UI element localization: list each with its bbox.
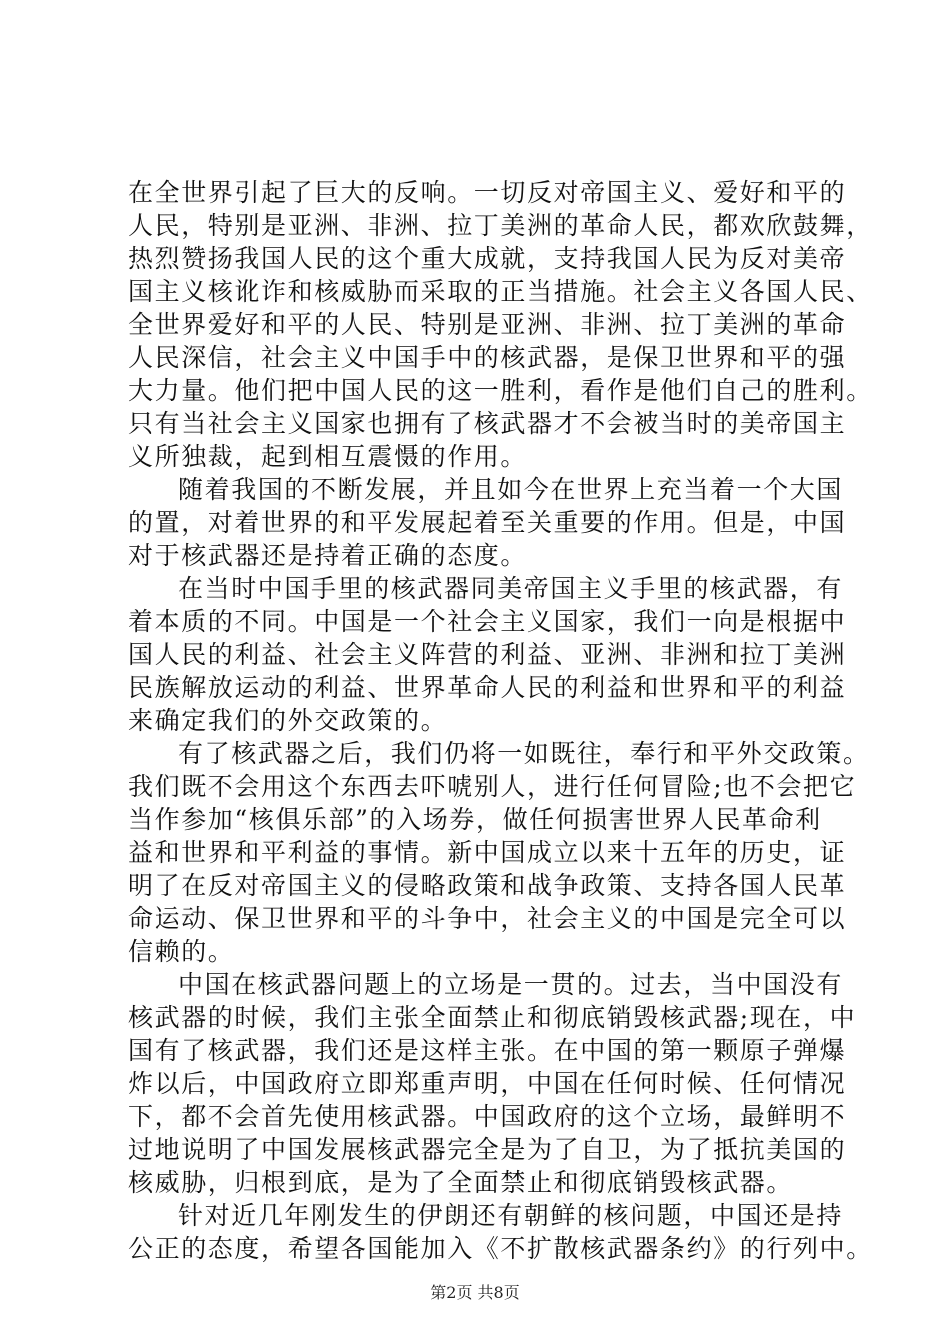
text-line: 核威胁，归根到底，是为了全面禁止和彻底销毁核武器。 [128,1168,794,1197]
document-body [128,176,873,1265]
paragraph-start-line: 随着我国的不断发展，并且如今在世界上充当着一个大国 [178,475,844,504]
text-line: 明了在反对帝国主义的侵略政策和战争政策、支持各国人民革 [128,871,847,900]
paragraph-start-line: 有了核武器之后，我们仍将一如既往，奉行和平外交政策。 [178,739,870,768]
text-line: 国有了核武器，我们还是这样主张。在中国的第一颗原子弹爆 [128,1036,847,1065]
text-line: 当作参加“核俱乐部”的入场券，做任何损害世界人民革命利 [128,805,822,834]
text-line: 来确定我们的外交政策的。 [128,706,448,735]
text-line: 只有当社会主义国家也拥有了核武器才不会被当时的美帝国主 [128,409,847,438]
text-line: 民族解放运动的利益、世界革命人民的利益和世界和平的利益 [128,673,847,702]
page-number-footer: 第2页 共8页 [430,1283,520,1302]
text-line: 大力量。他们把中国人民的这一胜利，看作是他们自己的胜利。 [128,376,873,405]
text-line: 公正的态度，希望各国能加入《不扩散核武器条约》的行列中。 [128,1234,873,1263]
paragraph-start-line: 在当时中国手里的核武器同美帝国主义手里的核武器，有 [178,574,844,603]
text-line: 在全世界引起了巨大的反响。一切反对帝国主义、爱好和平的 [128,178,847,207]
text-line: 着本质的不同。中国是一个社会主义国家，我们一向是根据中 [128,607,847,636]
text-line: 义所独裁，起到相互震慑的作用。 [128,442,528,471]
text-line: 人民，特别是亚洲、非洲、拉丁美洲的革命人民，都欢欣鼓舞， [128,211,873,240]
text-line: 全世界爱好和平的人民、特别是亚洲、非洲、拉丁美洲的革命 [128,310,847,339]
paragraph-start-line: 针对近几年刚发生的伊朗还有朝鲜的核问题，中国还是持 [178,1201,844,1230]
text-line: 炸以后，中国政府立即郑重声明，中国在任何时候、任何情况 [128,1069,847,1098]
text-line: 信赖的。 [128,937,235,966]
paragraph-start-line: 中国在核武器问题上的立场是一贯的。过去，当中国没有 [178,970,844,999]
text-line: 人民深信，社会主义中国手中的核武器，是保卫世界和平的强 [128,343,847,372]
text-line: 的置，对着世界的和平发展起着至关重要的作用。但是，中国 [128,508,847,537]
text-line: 对于核武器还是持着正确的态度。 [128,541,528,570]
text-line: 热烈赞扬我国人民的这个重大成就，支持我国人民为反对美帝 [128,244,847,273]
text-line: 国主义核讹诈和核威胁而采取的正当措施。社会主义各国人民、 [128,277,873,306]
text-line: 过地说明了中国发展核武器完全是为了自卫，为了抵抗美国的 [128,1135,847,1164]
text-line: 命运动、保卫世界和平的斗争中，社会主义的中国是完全可以 [128,904,847,933]
text-line: 下，都不会首先使用核武器。中国政府的这个立场，最鲜明不 [128,1102,847,1131]
text-line: 益和世界和平利益的事情。新中国成立以来十五年的历史，证 [128,838,847,867]
text-line: 我们既不会用这个东西去吓唬别人，进行任何冒险;也不会把它 [128,772,857,801]
text-line: 核武器的时候，我们主张全面禁止和彻底销毁核武器;现在，中 [128,1003,857,1032]
text-line: 国人民的利益、社会主义阵营的利益、亚洲、非洲和拉丁美洲 [128,640,847,669]
